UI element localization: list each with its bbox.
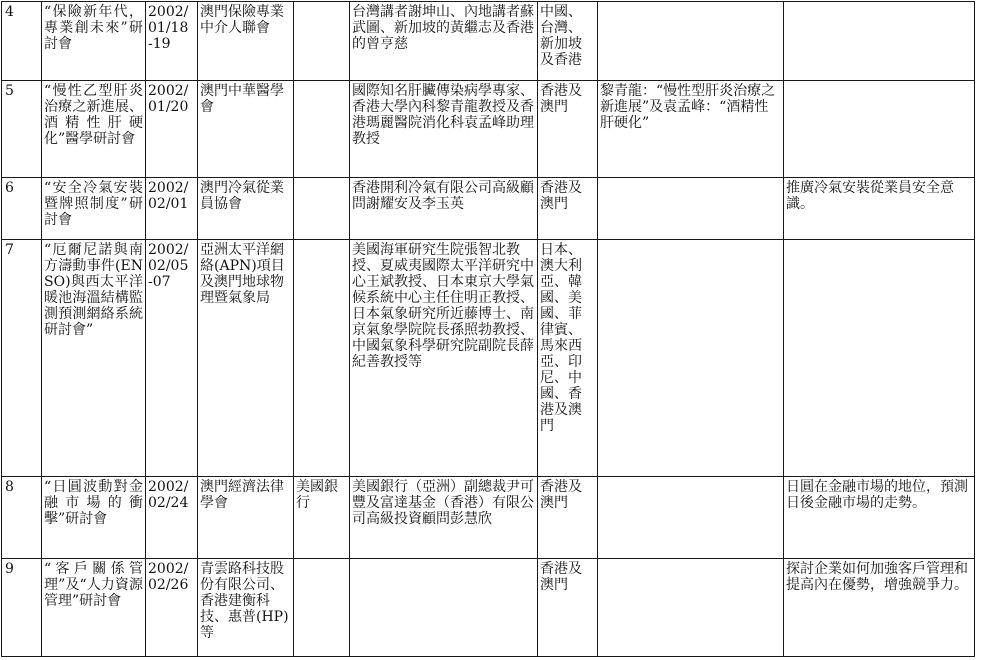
seminar-title: “客戶關係管理”及“人力資源管理”研討會	[42, 559, 146, 657]
seminar-date: 2002/ 01/18 -19	[146, 2, 198, 81]
seminar-table-page	[1, 1, 975, 657]
topics	[598, 2, 784, 81]
sponsor	[294, 559, 350, 657]
organizer: 亞洲太平洋網絡(APN)項目及澳門地球物理暨氣象局	[198, 240, 294, 477]
table-row	[2, 2, 975, 81]
row-number: 6	[2, 178, 42, 240]
sponsor	[294, 178, 350, 240]
topics	[598, 477, 784, 559]
speakers: 台灣講者謝坤山、內地講者蘇武圖、新加坡的黃繼志及香港的曾亨慈	[350, 2, 538, 81]
organizer: 澳門保險專業中介人聯會	[198, 2, 294, 81]
seminar-title: “日圓波動對金融市場的衝擊”研討會	[42, 477, 146, 559]
topics: 黎青龍：“慢性型肝炎治療之新進展”及袁孟峰：“酒精性肝硬化”	[598, 81, 784, 178]
purpose	[784, 81, 975, 178]
regions: 香港及 澳門	[538, 178, 598, 240]
topics	[598, 240, 784, 477]
table-row	[2, 559, 975, 657]
sponsor	[294, 2, 350, 81]
sponsor	[294, 240, 350, 477]
seminar-table	[1, 1, 975, 657]
organizer: 澳門冷氣從業員協會	[198, 178, 294, 240]
topics	[598, 178, 784, 240]
topics	[598, 559, 784, 657]
speakers	[350, 559, 538, 657]
regions: 香港及 澳門	[538, 559, 598, 657]
row-number: 4	[2, 2, 42, 81]
seminar-title: “厄爾尼諾與南方濤動事件(ENSO)與西太平洋暖池海溫結構監測預測網絡系統研討會”	[42, 240, 146, 477]
seminar-date: 2002/ 01/20	[146, 81, 198, 178]
table-row	[2, 178, 975, 240]
purpose: 日圓在金融市場的地位，預測日後金融市場的走勢。	[784, 477, 975, 559]
organizer: 澳門經濟法律學會	[198, 477, 294, 559]
organizer: 澳門中華醫學會	[198, 81, 294, 178]
regions: 中國、 台灣、 新加坡 及香港	[538, 2, 598, 81]
organizer: 青雲路科技股份有限公司、香港建衡科技、惠普(HP)等	[198, 559, 294, 657]
speakers: 美國海軍研究生院張智北教授、夏威夷國際太平洋研究中心王斌教授、日本東京大學氣候系統中心主任住明正教授、日本氣象研究所近藤博士、南京氣象學院院長孫照勃教授、中國氣象科學研究院副院長薛紀善教授等	[350, 240, 538, 477]
table-row	[2, 477, 975, 559]
sponsor: 美國銀行	[294, 477, 350, 559]
table-row	[2, 240, 975, 477]
regions: 香港及 澳門	[538, 477, 598, 559]
purpose	[784, 2, 975, 81]
regions: 香港及 澳門	[538, 81, 598, 178]
purpose: 探討企業如何加強客戶管理和提高內在優勢，增強競爭力。	[784, 559, 975, 657]
seminar-date: 2002/ 02/05 -07	[146, 240, 198, 477]
speakers: 香港開利冷氣有限公司高級顧問謝耀安及李玉英	[350, 178, 538, 240]
seminar-date: 2002/ 02/01	[146, 178, 198, 240]
table-row	[2, 81, 975, 178]
row-number: 7	[2, 240, 42, 477]
row-number: 8	[2, 477, 42, 559]
sponsor	[294, 81, 350, 178]
seminar-title: “安全冷氣安裝暨牌照制度”研討會	[42, 178, 146, 240]
purpose: 推廣冷氣安裝從業員安全意識。	[784, 178, 975, 240]
regions: 日本、澳大利亞、韓國、美國、菲律賓、馬來西亞、印尼、中國、香港及澳門	[538, 240, 598, 477]
speakers: 美國銀行（亞洲）副總裁尹可豐及富達基金（香港）有限公司高級投資顧問彭慧欣	[350, 477, 538, 559]
row-number: 9	[2, 559, 42, 657]
seminar-title: “慢性乙型肝炎治療之新進展、酒精性肝硬化”醫學研討會	[42, 81, 146, 178]
seminar-date: 2002/ 02/26	[146, 559, 198, 657]
seminar-title: “保險新年代，專業創未來”研討會	[42, 2, 146, 81]
row-number: 5	[2, 81, 42, 178]
purpose	[784, 240, 975, 477]
seminar-date: 2002/ 02/24	[146, 477, 198, 559]
speakers: 國際知名肝臟傳染病學專家、香港大學內科黎青龍教授及香港瑪麗醫院消化科袁孟峰助理教授	[350, 81, 538, 178]
